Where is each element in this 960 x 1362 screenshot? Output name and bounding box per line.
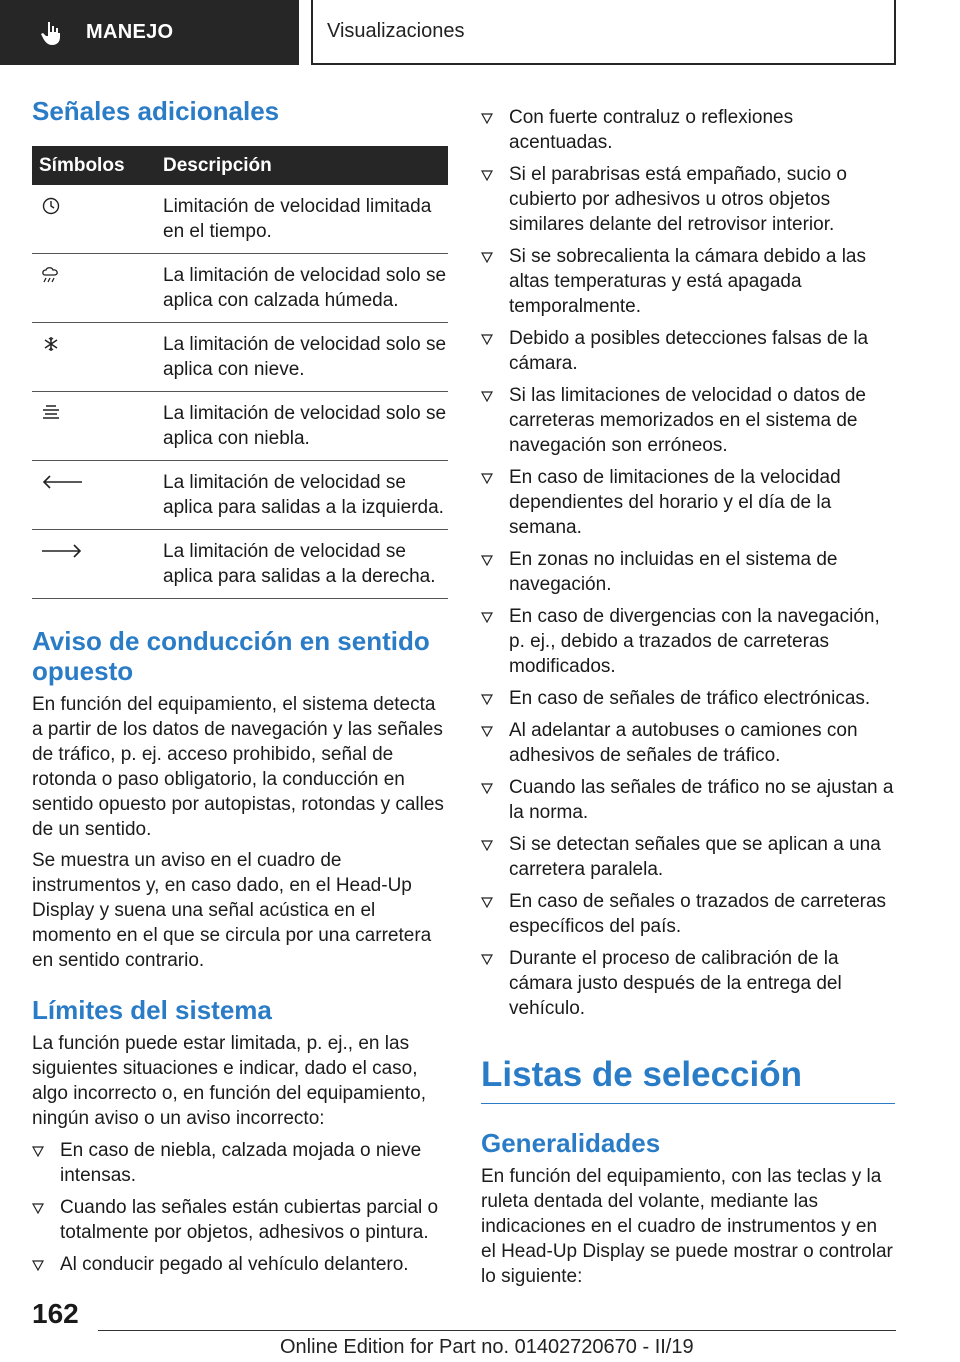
- heading-additional-signals: Señales adicionales: [32, 96, 280, 126]
- paragraph-general: En función del equipamiento, con las teclas y la ruleta dentada del volante, mediante las indicaciones en el cuadro de instrumentos y en el Head-Up Display se puede mostrar o controlar lo siguiente:: [481, 1166, 893, 1287]
- bullet-triangle-icon: [481, 113, 493, 124]
- paragraph-wrong-way-2: Se muestra un aviso en el cuadro de instrumentos y, en caso dado, en el Head-Up Display y suena una señal acústica en el momento en el que se circula por una carretera en sentido contrario.: [32, 850, 432, 971]
- table-row: [32, 461, 448, 530]
- list-item: En zonas no incluidas en el sistema de navegación.: [481, 547, 895, 597]
- list-item: Al adelantar a autobuses o camiones con adhesivos de señales de tráfico.: [481, 718, 895, 768]
- symbols-table: [32, 146, 448, 599]
- table-cell-description: La limitación de velocidad solo se aplica con nieve.: [163, 323, 448, 392]
- bullet-triangle-icon: [481, 840, 493, 851]
- table-row: [32, 254, 448, 323]
- limits-list: [32, 1138, 448, 1277]
- bullet-triangle-icon: [481, 897, 493, 908]
- section-title: MANEJO: [86, 21, 174, 43]
- heading-general: Generalidades: [481, 1128, 661, 1158]
- table-row: [32, 530, 448, 599]
- bullet-triangle-icon: [481, 334, 493, 345]
- bullet-triangle-icon: [481, 555, 493, 566]
- clock-icon: [40, 197, 62, 215]
- list-item: Durante el proceso de calibración de la cámara justo después de la entrega del vehículo.: [481, 946, 895, 1021]
- bullet-triangle-icon: [481, 252, 493, 263]
- list-item: En caso de niebla, calzada mojada o nieve intensas.: [32, 1138, 448, 1188]
- bullet-triangle-icon: [32, 1203, 44, 1214]
- rain-cloud-icon: [40, 266, 62, 284]
- header-chapter-tab: [311, 0, 896, 65]
- left-column: [32, 96, 448, 1284]
- heading-selection-lists: Listas de selección: [481, 1055, 802, 1094]
- table-cell-description: La limitación de velocidad se aplica para salidas a la derecha.: [163, 530, 448, 599]
- footer-edition: Online Edition for Part no. 01402720670 - II/19: [280, 1336, 694, 1358]
- table-header-description: Descripción: [163, 146, 448, 185]
- hand-icon: [40, 20, 64, 46]
- list-item: En caso de limitaciones de la velocidad dependientes del horario y el día de la semana.: [481, 465, 895, 540]
- table-cell-description: Limitación de velocidad limitada en el tiempo.: [163, 185, 448, 254]
- bullet-triangle-icon: [481, 391, 493, 402]
- table-header-symbols: Símbolos: [32, 146, 163, 185]
- heading-system-limits: Límites del sistema: [32, 995, 272, 1025]
- heading-wrong-way-warning: Aviso de conducción en sentido opuesto: [32, 626, 430, 686]
- bullet-triangle-icon: [481, 726, 493, 737]
- list-item: Al conducir pegado al vehículo delantero.: [32, 1252, 448, 1277]
- snowflake-icon: [40, 335, 62, 353]
- footer-divider: [98, 1330, 896, 1331]
- list-item: Con fuerte contraluz o reflexiones acentuadas.: [481, 105, 895, 155]
- list-item: Debido a posibles detecciones falsas de la cámara.: [481, 326, 895, 376]
- arrow-left-icon: [40, 473, 84, 491]
- table-row: [32, 323, 448, 392]
- list-item: Si el parabrisas está empañado, sucio o cubierto por adhesivos u otros objetos similares delante del retrovisor interior.: [481, 162, 895, 237]
- table-row: [32, 185, 448, 254]
- table-row: [32, 392, 448, 461]
- list-item: Cuando las señales de tráfico no se ajustan a la norma.: [481, 775, 895, 825]
- list-item: En caso de señales o trazados de carreteras específicos del país.: [481, 889, 895, 939]
- table-cell-description: La limitación de velocidad solo se aplica con niebla.: [163, 392, 448, 461]
- list-item: En caso de señales de tráfico electrónicas.: [481, 686, 895, 711]
- bullet-triangle-icon: [32, 1146, 44, 1157]
- page-number: 162: [32, 1298, 79, 1329]
- bullet-triangle-icon: [32, 1260, 44, 1271]
- list-item: Si se detectan señales que se aplican a una carretera paralela.: [481, 832, 895, 882]
- bullet-triangle-icon: [481, 612, 493, 623]
- chapter-title: Visualizaciones: [327, 20, 465, 42]
- paragraph-limits-intro: La función puede estar limitada, p. ej., en las siguientes situaciones e indicar, dado el caso, algo incorrecto o, en función del equipamiento, ningún aviso o un aviso incorrecto:: [32, 1033, 426, 1129]
- list-item: En caso de divergencias con la navegación, p. ej., debido a trazados de carreteras modificados.: [481, 604, 895, 679]
- fog-icon: [40, 404, 62, 422]
- header-section-tab: [0, 0, 299, 65]
- bullet-triangle-icon: [481, 170, 493, 181]
- limits-list-continued: [481, 105, 895, 1021]
- paragraph-wrong-way-1: En función del equipamiento, el sistema detecta a partir de los datos de navegación y las señales de tráfico, p. ej. acceso prohibido, señal de rotonda o paso obligatorio, la conducción en sentido opuesto por autopistas, rotondas y calles de un sentido.: [32, 694, 444, 840]
- bullet-triangle-icon: [481, 783, 493, 794]
- list-item: Si se sobrecalienta la cámara debido a las altas temperaturas y está apagada temporalmente.: [481, 244, 895, 319]
- table-cell-description: La limitación de velocidad se aplica para salidas a la izquierda.: [163, 461, 448, 530]
- bullet-triangle-icon: [481, 473, 493, 484]
- table-cell-description: La limitación de velocidad solo se aplica con calzada húmeda.: [163, 254, 448, 323]
- right-column: [481, 96, 895, 1289]
- list-item: Cuando las señales están cubiertas parcial o totalmente por objetos, adhesivos o pintura.: [32, 1195, 448, 1245]
- bullet-triangle-icon: [481, 694, 493, 705]
- heading-underline: [481, 1103, 895, 1104]
- arrow-right-icon: [40, 542, 84, 560]
- list-item: Si las limitaciones de velocidad o datos de carreteras memorizados en el sistema de navegación son erróneos.: [481, 383, 895, 458]
- bullet-triangle-icon: [481, 954, 493, 965]
